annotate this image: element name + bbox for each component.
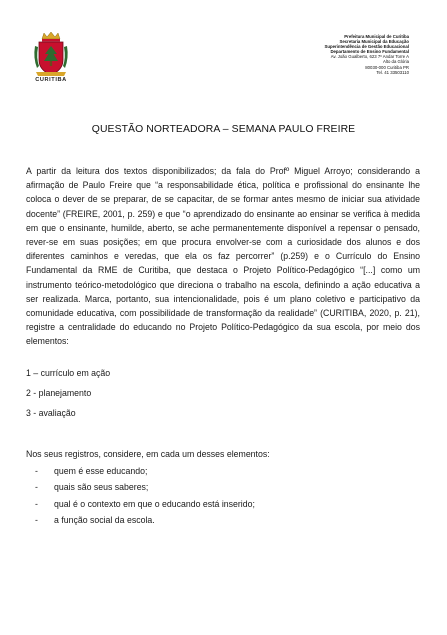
bullet-dash: - xyxy=(35,498,38,509)
curitiba-coat-of-arms-icon xyxy=(33,30,69,78)
org-line: Departamento de Ensino Fundamental xyxy=(330,49,409,55)
list-item-text: a função social da escola. xyxy=(54,514,155,525)
address-line: 80030-000 Curitiba PR xyxy=(365,64,409,70)
numbered-item: 2 - planejamento xyxy=(26,388,92,398)
address-line: Av. João Gualberto, 623 7º Andar Torre A xyxy=(330,54,409,60)
main-paragraph: A partir da leitura dos textos disponibilizados; da fala do Profº Miguel Arroyo; considerando a afirmação de Paulo Freire que “a responsabilidade ética, política e profissional do ensinante lhe coloca o dever de se preparar, de se capacitar, de se formar antes mesmo de iniciar sua atividade docente” (FREIRE, 2001, p. 259) e que “o aprendizado do ensinante ao ensinar se verifica à medida em que o ensinante, humilde, aberto, se ache permanentemente disponível a repensar o pensado, rever-se em suas posições; em que procura envolver-se com a curiosidade dos alunos e dos diferentes caminhos e veredas, que ela os faz percorrer” (p.259) e o Currículo do Ensino Fundamental da RME de Curitiba, que destaca o Projeto Político-Pedagógico “[...] como um instrumento teórico-metodológico que direciona o trabalho na escola, definindo a ação educativa a ser realizada. Marca, portanto, sua intencionalidade, pois é um plano coletivo e participativo da comunidade educativa, com possibilidade de transformação da realidade” (CURITIBA, 2020, p. 21), registre a centralidade do educando no Projeto Político-Pedagógico da sua escola, por meio dos elementos: xyxy=(26,166,420,347)
numbered-item: 3 - avaliação xyxy=(26,408,76,418)
list-item-text: quem é esse educando; xyxy=(54,466,148,476)
logo-caption: CURITIBA xyxy=(35,77,67,83)
org-line: Superintendência de Gestão Educacional xyxy=(324,44,409,50)
list-item-text: quais são seus saberes; xyxy=(54,482,149,493)
page-title: QUESTÃO NORTEADORA – SEMANA PAULO FREIRE xyxy=(91,124,356,135)
bullet-dash: - xyxy=(35,482,38,493)
org-line: Prefeitura Municipal de Curitiba xyxy=(344,34,409,39)
numbered-item: 1 – currículo em ação xyxy=(26,368,111,378)
org-line: Secretaria Municipal da Educação xyxy=(339,39,409,45)
address-line: Alto da Glória xyxy=(382,59,409,65)
bullet-dash: - xyxy=(35,514,38,525)
list-item xyxy=(26,499,255,515)
institution-header xyxy=(259,34,409,75)
list-item-text: qual é o contexto em que o educando está inserido; xyxy=(54,498,255,509)
list-item xyxy=(26,482,255,498)
considerations-list xyxy=(26,466,255,531)
phone-line: Tel. 41 33503110 xyxy=(376,69,409,75)
list-item xyxy=(26,466,255,482)
registros-intro: Nos seus registros, considere, em cada um desses elementos: xyxy=(26,449,270,459)
bullet-dash: - xyxy=(35,466,38,476)
list-item xyxy=(26,515,255,531)
